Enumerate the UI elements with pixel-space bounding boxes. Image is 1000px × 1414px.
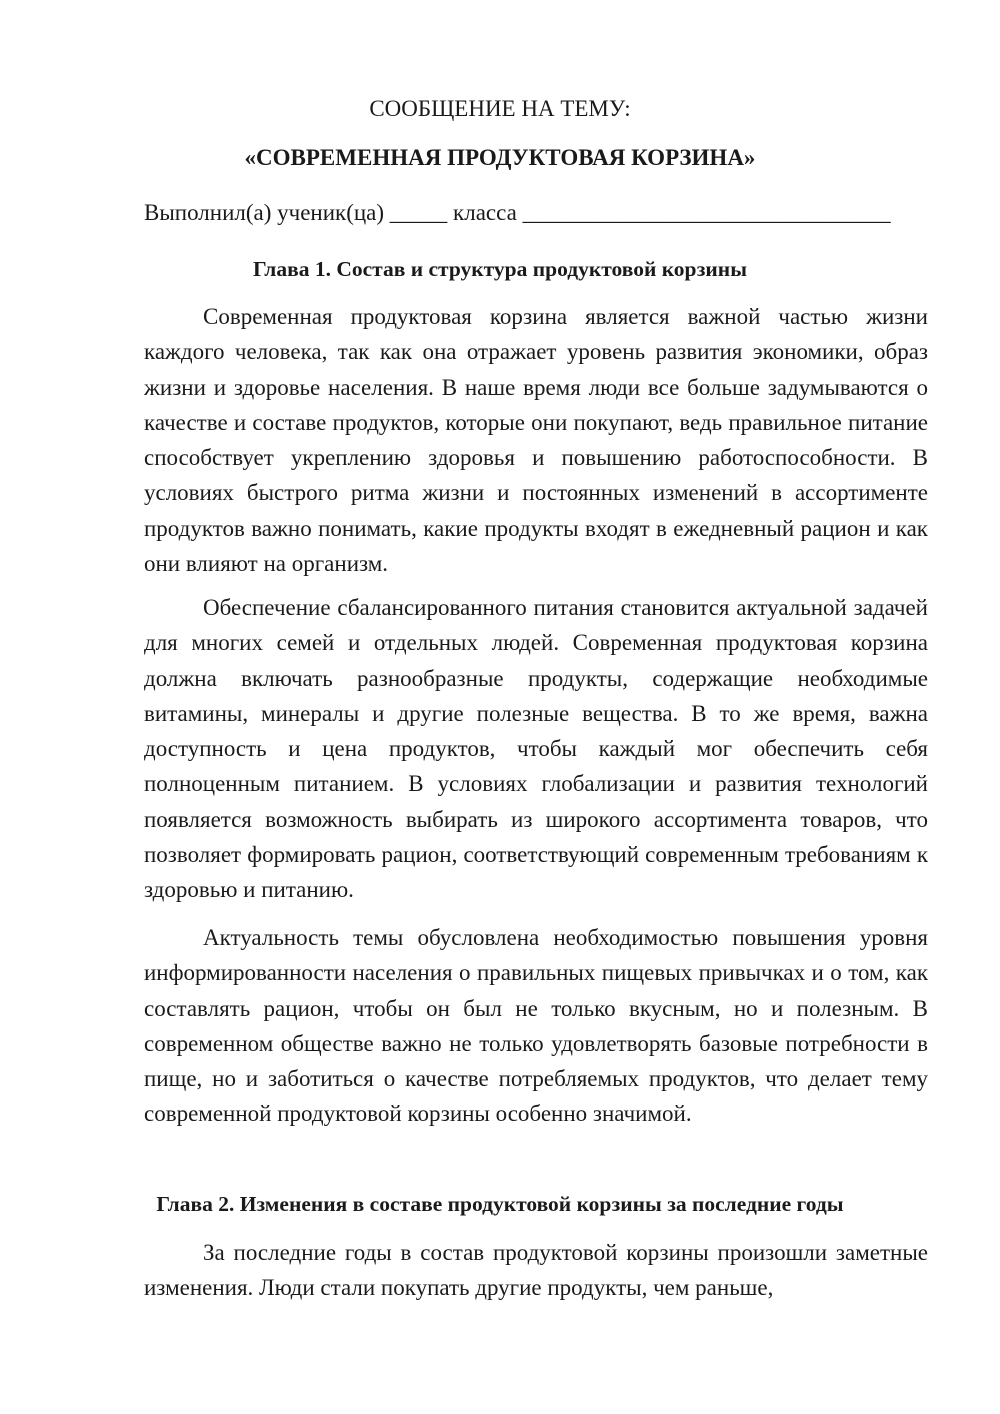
chapter-2-heading: Глава 2. Изменения в составе продуктовой корзины за последние годы [156,1192,844,1216]
chapter-1-heading: Глава 1. Состав и структура продуктовой корзины [253,257,747,281]
title-line-1: СООБЩЕНИЕ НА ТЕМУ: [369,96,631,121]
author-line: Выполнил(а) ученик(ца) _____ класса ________________________________ [144,200,891,225]
document-title: «СОВРЕМЕННАЯ ПРОДУКТОВАЯ КОРЗИНА» [244,145,756,170]
chapter-2-paragraph-1: За последние годы в состав продуктовой корзины произошли заметные изменения. Люди стали покупать другие продукты, чем раньше, [144,1240,928,1301]
chapter-1-paragraph-3: Актуальность темы обусловлена необходимостью повышения уровня информированности населения о правильных пищевых привычках и о том, как составлять рацион, чтобы он был не только вкусным, но и полезным. В современном обществе важно не только удовлетворять базовые потребности в пище, но и заботиться о качестве потребляемых продуктов, что делает тему современной продуктовой корзины особенно значимой. [144,925,928,1127]
chapter-1-paragraph-1: Современная продуктовая корзина является важной частью жизни каждого человека, так как она отражает уровень развития экономики, образ жизни и здоровье населения. В наше время люди все больше задумываются о качестве и составе продуктов, которые они покупают, ведь правильное питание способствует укреплению здоровья и повышению работоспособности. В условиях быстрого ритма жизни и постоянных изменений в ассортименте продуктов важно понимать, какие продукты входят в ежедневный рацион и как они влияют на организм. [144,304,928,577]
chapter-1-paragraph-2: Обеспечение сбалансированного питания становится актуальной задачей для многих семей и отдельных людей. Современная продуктовая корзина должна включать разнообразные продукты, содержащие необходимые витамины, минералы и другие полезные вещества. В то же время, важна доступность и цена продуктов, чтобы каждый мог обеспечить себя полноценным питанием. В условиях глобализации и развития технологий появляется возможность выбирать из широкого ассортимента товаров, что позволяет формировать рацион, соответствующий современным требованиям к здоровью и питанию. [144,595,928,903]
